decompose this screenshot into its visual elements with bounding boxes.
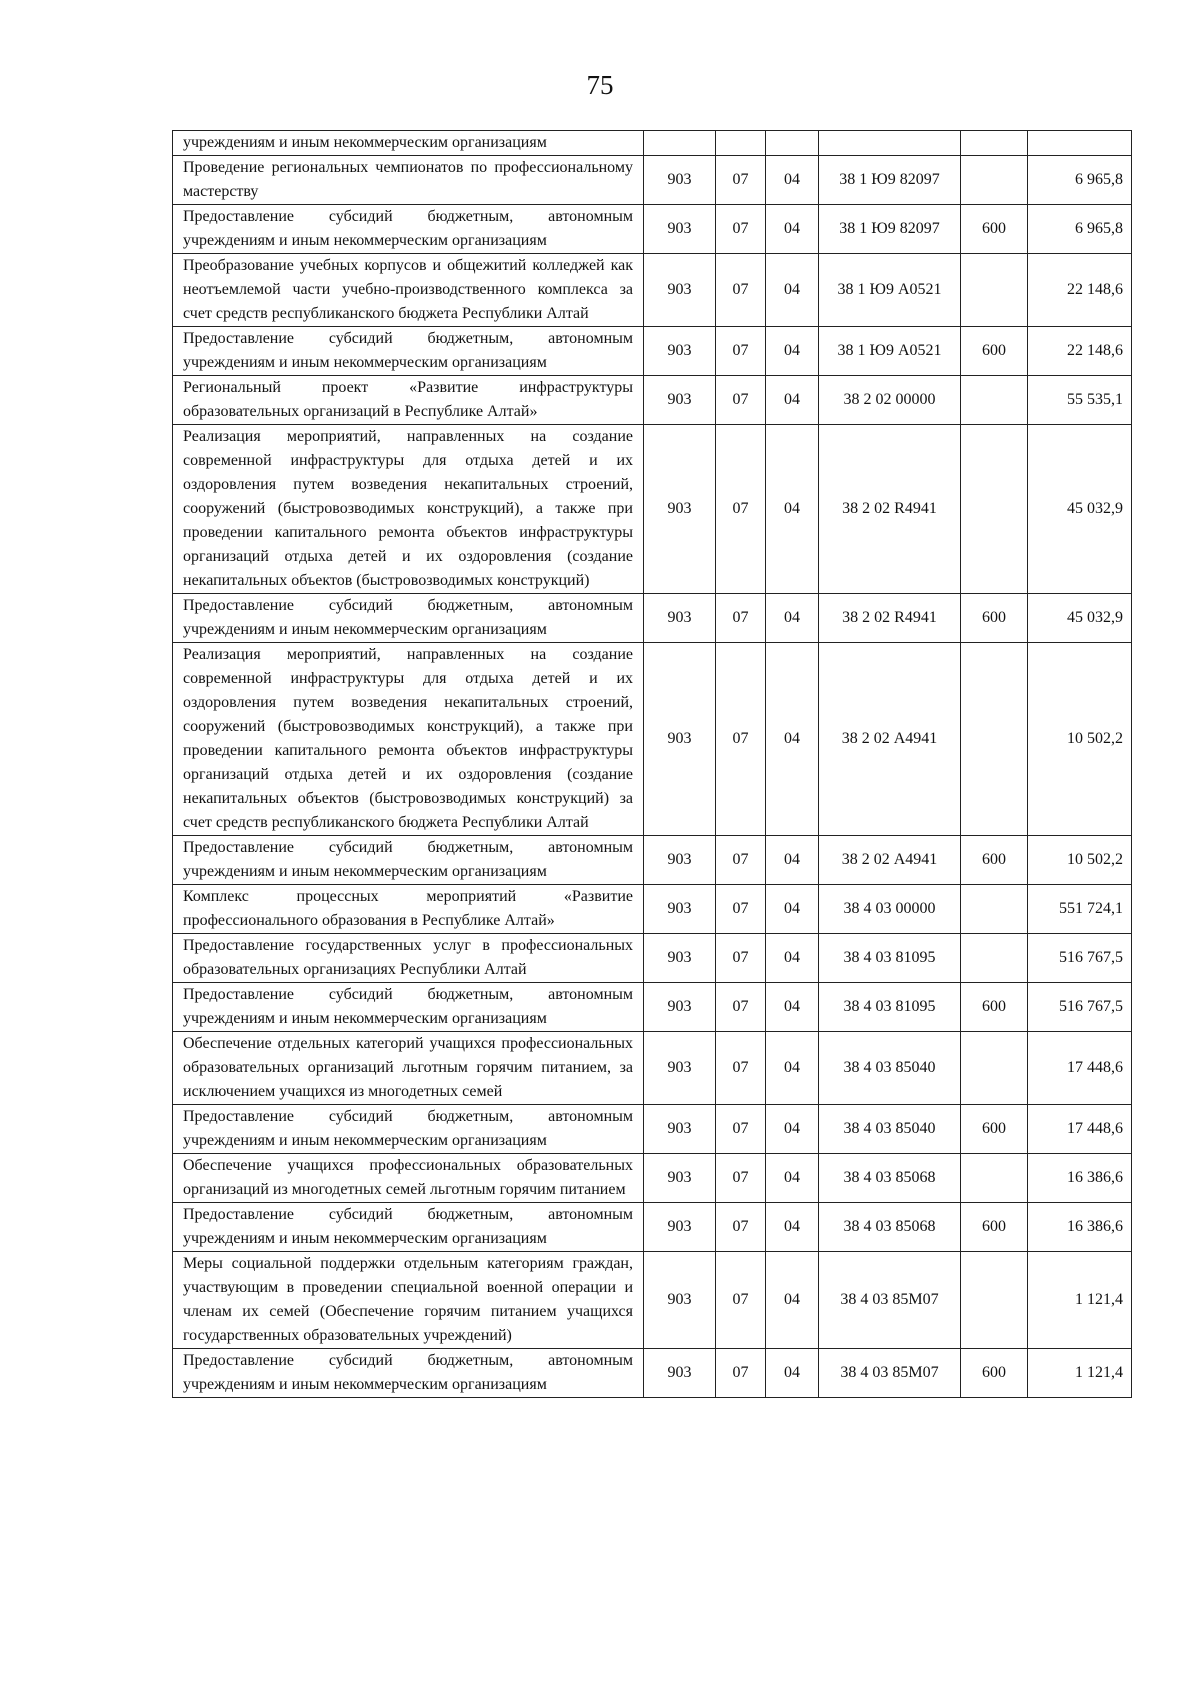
subsection-code-cell: 04 — [766, 1032, 819, 1105]
section-code-cell — [716, 131, 766, 156]
expense-type-cell: 600 — [961, 1203, 1028, 1252]
amount-cell: 10 502,2 — [1028, 643, 1132, 836]
org-code-cell: 903 — [644, 156, 716, 205]
amount-cell: 45 032,9 — [1028, 594, 1132, 643]
subsection-code-cell: 04 — [766, 376, 819, 425]
org-code-cell: 903 — [644, 1032, 716, 1105]
target-article-cell: 38 1 Ю9 А0521 — [819, 327, 961, 376]
section-code-cell: 07 — [716, 934, 766, 983]
expense-name-cell: Реализация мероприятий, направленных на создание современной инфраструктуры для отдыха детей и их оздоровления путем возведения некапитальных строений, сооружений (быстровозводимых конструкций), а также при проведении капитального ремонта объектов инфраструктуры организаций отдыха детей и их оздоровления (создание некапитальных объектов (быстровозводимых конструкций) — [173, 425, 644, 594]
org-code-cell: 903 — [644, 425, 716, 594]
section-code-cell: 07 — [716, 1154, 766, 1203]
budget-table — [172, 130, 1132, 1398]
table-row — [173, 643, 1132, 836]
expense-name-cell: Комплекс процессных мероприятий «Развитие профессионального образования в Республике Алтай» — [173, 885, 644, 934]
section-code-cell: 07 — [716, 1349, 766, 1398]
target-article-cell: 38 4 03 81095 — [819, 983, 961, 1032]
org-code-cell: 903 — [644, 836, 716, 885]
expense-name-cell: Проведение региональных чемпионатов по профессиональному мастерству — [173, 156, 644, 205]
subsection-code-cell: 04 — [766, 156, 819, 205]
subsection-code-cell: 04 — [766, 425, 819, 594]
subsection-code-cell: 04 — [766, 327, 819, 376]
subsection-code-cell: 04 — [766, 836, 819, 885]
expense-type-cell — [961, 254, 1028, 327]
amount-cell: 516 767,5 — [1028, 983, 1132, 1032]
org-code-cell: 903 — [644, 205, 716, 254]
section-code-cell: 07 — [716, 643, 766, 836]
section-code-cell: 07 — [716, 376, 766, 425]
section-code-cell: 07 — [716, 156, 766, 205]
subsection-code-cell: 04 — [766, 1105, 819, 1154]
expense-name-cell: Предоставление субсидий бюджетным, автономным учреждениям и иным некоммерческим организациям — [173, 327, 644, 376]
org-code-cell: 903 — [644, 934, 716, 983]
expense-type-cell: 600 — [961, 327, 1028, 376]
table-row — [173, 254, 1132, 327]
org-code-cell: 903 — [644, 1252, 716, 1349]
expense-name-cell: Обеспечение учащихся профессиональных образовательных организаций из многодетных семей льготным горячим питанием — [173, 1154, 644, 1203]
subsection-code-cell: 04 — [766, 934, 819, 983]
target-article-cell: 38 1 Ю9 82097 — [819, 205, 961, 254]
section-code-cell: 07 — [716, 885, 766, 934]
expense-name-cell: Меры социальной поддержки отдельным категориям граждан, участвующим в проведении специальной военной операции и членам их семей (Обеспечение горячим питанием учащихся государственных образовательных учреждений) — [173, 1252, 644, 1349]
target-article-cell: 38 2 02 А4941 — [819, 643, 961, 836]
org-code-cell — [644, 131, 716, 156]
amount-cell: 22 148,6 — [1028, 327, 1132, 376]
expense-type-cell — [961, 376, 1028, 425]
expense-type-cell: 600 — [961, 594, 1028, 643]
org-code-cell: 903 — [644, 643, 716, 836]
target-article-cell: 38 4 03 85068 — [819, 1203, 961, 1252]
amount-cell: 16 386,6 — [1028, 1203, 1132, 1252]
expense-name-cell: Реализация мероприятий, направленных на создание современной инфраструктуры для отдыха детей и их оздоровления путем возведения некапитальных строений, сооружений (быстровозводимых конструкций), а также при проведении капитального ремонта объектов инфраструктуры организаций отдыха детей и их оздоровления (создание некапитальных объектов (быстровозводимых конструкций) за счет средств республиканского бюджета Республики Алтай — [173, 643, 644, 836]
section-code-cell: 07 — [716, 1252, 766, 1349]
target-article-cell: 38 2 02 R4941 — [819, 594, 961, 643]
table-row — [173, 376, 1132, 425]
expense-name-cell: Обеспечение отдельных категорий учащихся профессиональных образовательных организаций льготным горячим питанием, за исключением учащихся из многодетных семей — [173, 1032, 644, 1105]
amount-cell — [1028, 131, 1132, 156]
section-code-cell: 07 — [716, 594, 766, 643]
subsection-code-cell: 04 — [766, 643, 819, 836]
section-code-cell: 07 — [716, 205, 766, 254]
table-row — [173, 885, 1132, 934]
expense-name-cell: Предоставление субсидий бюджетным, автономным учреждениям и иным некоммерческим организациям — [173, 205, 644, 254]
expense-type-cell: 600 — [961, 1349, 1028, 1398]
amount-cell: 6 965,8 — [1028, 205, 1132, 254]
target-article-cell: 38 4 03 85М07 — [819, 1349, 961, 1398]
table-row — [173, 1203, 1132, 1252]
org-code-cell: 903 — [644, 1349, 716, 1398]
org-code-cell: 903 — [644, 376, 716, 425]
subsection-code-cell: 04 — [766, 254, 819, 327]
subsection-code-cell: 04 — [766, 885, 819, 934]
table-row — [173, 934, 1132, 983]
org-code-cell: 903 — [644, 1105, 716, 1154]
section-code-cell: 07 — [716, 983, 766, 1032]
target-article-cell — [819, 131, 961, 156]
section-code-cell: 07 — [716, 425, 766, 594]
table-row — [173, 1349, 1132, 1398]
target-article-cell: 38 2 02 R4941 — [819, 425, 961, 594]
expense-name-cell: учреждениям и иным некоммерческим организациям — [173, 131, 644, 156]
amount-cell: 17 448,6 — [1028, 1032, 1132, 1105]
amount-cell: 16 386,6 — [1028, 1154, 1132, 1203]
org-code-cell: 903 — [644, 1203, 716, 1252]
subsection-code-cell: 04 — [766, 1252, 819, 1349]
expense-name-cell: Предоставление субсидий бюджетным, автономным учреждениям и иным некоммерческим организациям — [173, 983, 644, 1032]
expense-name-cell: Региональный проект «Развитие инфраструктуры образовательных организаций в Республике Алтай» — [173, 376, 644, 425]
table-row — [173, 425, 1132, 594]
table-row — [173, 1105, 1132, 1154]
table-row — [173, 1252, 1132, 1349]
expense-type-cell: 600 — [961, 983, 1028, 1032]
target-article-cell: 38 1 Ю9 82097 — [819, 156, 961, 205]
amount-cell: 55 535,1 — [1028, 376, 1132, 425]
org-code-cell: 903 — [644, 327, 716, 376]
table-row — [173, 327, 1132, 376]
target-article-cell: 38 1 Ю9 А0521 — [819, 254, 961, 327]
expense-name-cell: Предоставление субсидий бюджетным, автономным учреждениям и иным некоммерческим организациям — [173, 594, 644, 643]
expense-name-cell: Предоставление государственных услуг в профессиональных образовательных организациях Республики Алтай — [173, 934, 644, 983]
org-code-cell: 903 — [644, 594, 716, 643]
subsection-code-cell: 04 — [766, 1203, 819, 1252]
expense-name-cell: Преобразование учебных корпусов и общежитий колледжей как неотъемлемой части учебно-производственного комплекса за счет средств республиканского бюджета Республики Алтай — [173, 254, 644, 327]
expense-type-cell — [961, 131, 1028, 156]
amount-cell: 22 148,6 — [1028, 254, 1132, 327]
section-code-cell: 07 — [716, 327, 766, 376]
table-row — [173, 1032, 1132, 1105]
expense-type-cell: 600 — [961, 836, 1028, 885]
amount-cell: 17 448,6 — [1028, 1105, 1132, 1154]
target-article-cell: 38 4 03 85040 — [819, 1105, 961, 1154]
table-row — [173, 594, 1132, 643]
section-code-cell: 07 — [716, 1032, 766, 1105]
target-article-cell: 38 4 03 85068 — [819, 1154, 961, 1203]
expense-type-cell — [961, 1032, 1028, 1105]
table-row — [173, 983, 1132, 1032]
expense-name-cell: Предоставление субсидий бюджетным, автономным учреждениям и иным некоммерческим организациям — [173, 1349, 644, 1398]
table-row — [173, 131, 1132, 156]
expense-name-cell: Предоставление субсидий бюджетным, автономным учреждениям и иным некоммерческим организациям — [173, 1105, 644, 1154]
target-article-cell: 38 4 03 00000 — [819, 885, 961, 934]
amount-cell: 516 767,5 — [1028, 934, 1132, 983]
expense-name-cell: Предоставление субсидий бюджетным, автономным учреждениям и иным некоммерческим организациям — [173, 1203, 644, 1252]
expense-type-cell — [961, 643, 1028, 836]
target-article-cell: 38 4 03 85040 — [819, 1032, 961, 1105]
subsection-code-cell: 04 — [766, 205, 819, 254]
amount-cell: 45 032,9 — [1028, 425, 1132, 594]
org-code-cell: 903 — [644, 254, 716, 327]
subsection-code-cell: 04 — [766, 594, 819, 643]
target-article-cell: 38 4 03 81095 — [819, 934, 961, 983]
subsection-code-cell — [766, 131, 819, 156]
section-code-cell: 07 — [716, 836, 766, 885]
expense-type-cell — [961, 156, 1028, 205]
expense-name-cell: Предоставление субсидий бюджетным, автономным учреждениям и иным некоммерческим организациям — [173, 836, 644, 885]
section-code-cell: 07 — [716, 254, 766, 327]
expense-type-cell — [961, 885, 1028, 934]
table-row — [173, 836, 1132, 885]
expense-type-cell: 600 — [961, 205, 1028, 254]
table-row — [173, 156, 1132, 205]
amount-cell: 551 724,1 — [1028, 885, 1132, 934]
amount-cell: 1 121,4 — [1028, 1349, 1132, 1398]
expense-type-cell — [961, 1154, 1028, 1203]
amount-cell: 10 502,2 — [1028, 836, 1132, 885]
expense-type-cell: 600 — [961, 1105, 1028, 1154]
expense-type-cell — [961, 934, 1028, 983]
amount-cell: 6 965,8 — [1028, 156, 1132, 205]
page-number: 75 — [586, 70, 614, 100]
expense-type-cell — [961, 425, 1028, 594]
org-code-cell: 903 — [644, 1154, 716, 1203]
table-row — [173, 205, 1132, 254]
subsection-code-cell: 04 — [766, 983, 819, 1032]
subsection-code-cell: 04 — [766, 1349, 819, 1398]
org-code-cell: 903 — [644, 885, 716, 934]
section-code-cell: 07 — [716, 1203, 766, 1252]
subsection-code-cell: 04 — [766, 1154, 819, 1203]
org-code-cell: 903 — [644, 983, 716, 1032]
amount-cell: 1 121,4 — [1028, 1252, 1132, 1349]
target-article-cell: 38 4 03 85М07 — [819, 1252, 961, 1349]
target-article-cell: 38 2 02 00000 — [819, 376, 961, 425]
section-code-cell: 07 — [716, 1105, 766, 1154]
expense-type-cell — [961, 1252, 1028, 1349]
target-article-cell: 38 2 02 А4941 — [819, 836, 961, 885]
table-row — [173, 1154, 1132, 1203]
